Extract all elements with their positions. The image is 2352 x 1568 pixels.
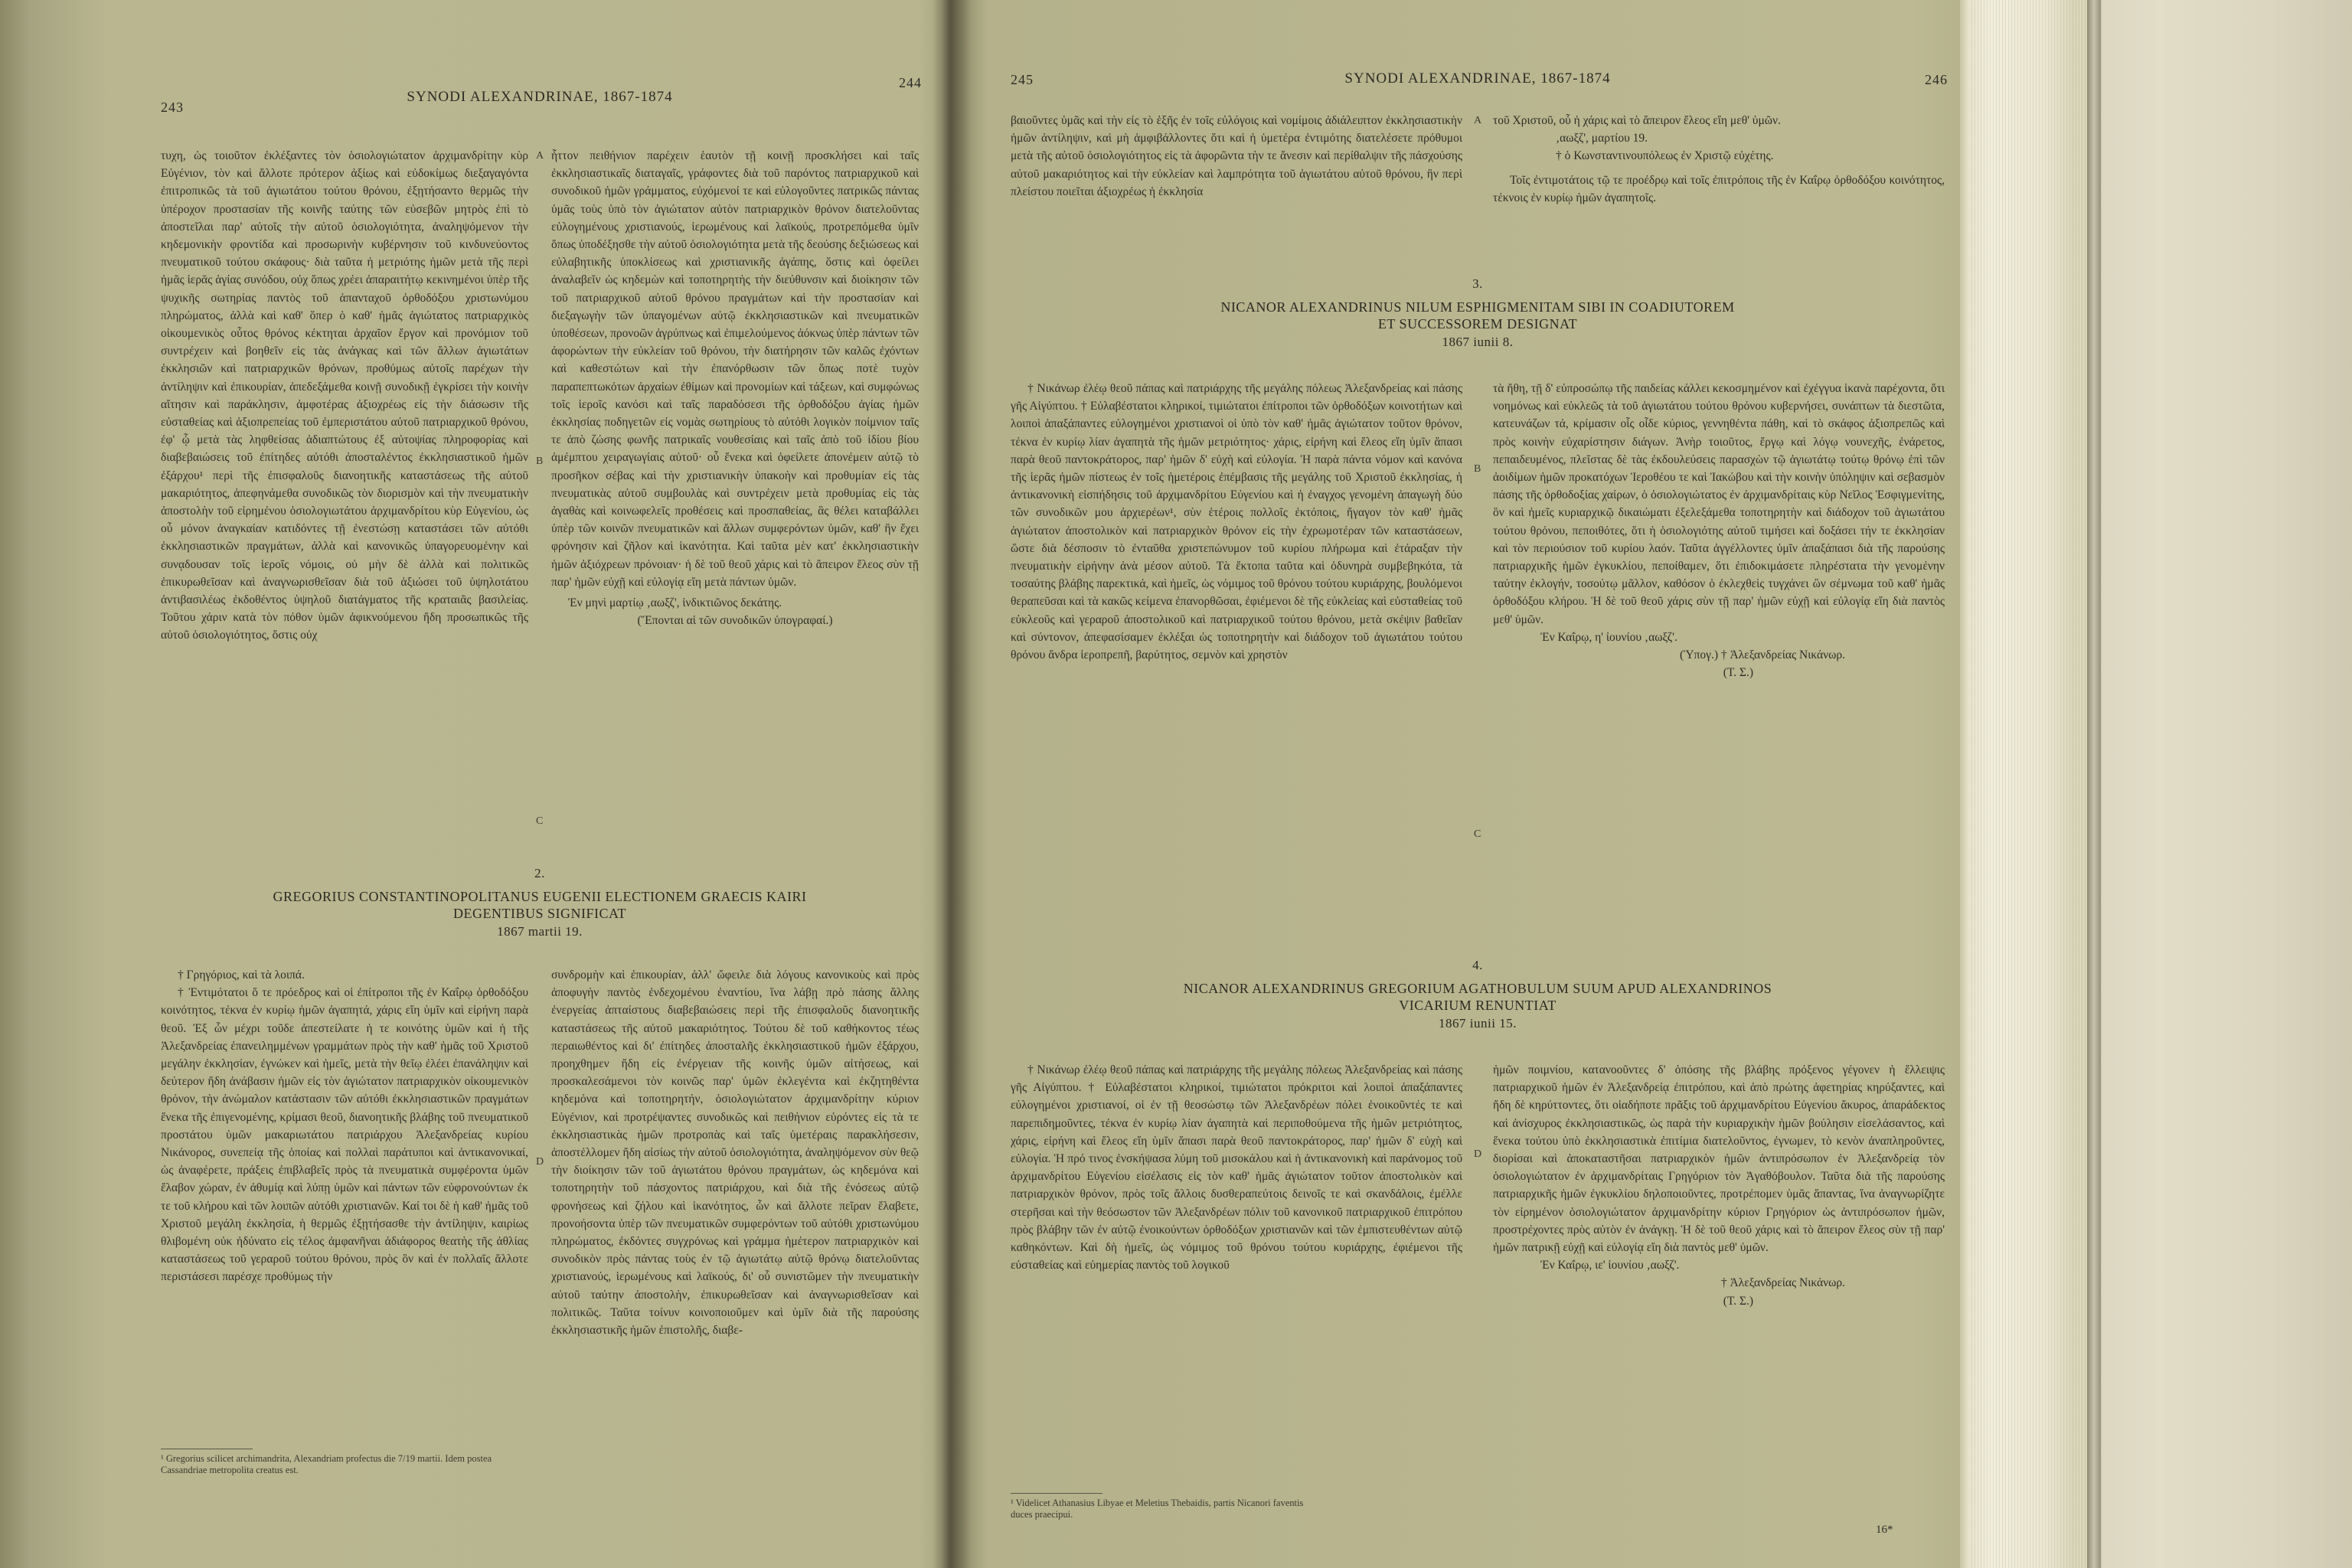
section-title: DEGENTIBUS SIGNIFICAT — [453, 906, 626, 921]
right-page — [1003, 0, 1952, 1568]
section-title: GREGORIUS CONSTANTINOPOLITANUS EUGENII ELECTIONEM GRAECIS KAIRI — [273, 889, 807, 904]
addressee: Τοῖς ἐντιμοτάτοις τῷ τε προέδρῳ καὶ τοῖς ἐπιτρόποις τῆς ἐν Καΐρῳ ὀρθοδόξου κοινότητος, τέκνοις ἐν κυρίῳ ἡμῶν ἀγαπητοῖς. — [1493, 173, 1945, 204]
running-title: SYNODI ALEXANDRINAE, 1867-1874 — [407, 89, 673, 105]
salutation: † Γρηγόριος, καὶ τὰ λοιπά. — [178, 969, 305, 982]
section-number: 3. — [1472, 276, 1483, 291]
left-col2-top — [551, 147, 919, 851]
page-edge-lines — [1971, 0, 2086, 1568]
body-text: † Νικάνωρ ἐλέῳ θεοῦ πάπας καὶ πατριάρχης τῆς μεγάλης πόλεως Ἀλεξανδρείας καὶ πάσης γῆς Αἰγύπτου. † Εὐλαβέστατοι κληρικοί, τιμιώτατοι πρόκριτοι καὶ λοιποὶ ἁπαξάπαντες εὐλογημένοι χριστιανοί, οἱ ἐν τῇ θεοσώστῳ τῶν Ἀλεξανδρέων πόλει ἐνοικοῦντές τε καὶ παρεπιδημοῦντες, τέκνα ἐν κυρίῳ λίαν ἀγαπητὰ καὶ περιποθούμενα τῆς ἡμῶν μετριότητος, χάρις, εἰρήνη καὶ ἔλεος εἴη ὑμῖν ἅπασι παρὰ θεοῦ παντοκράτορος, παρ' ἡμῶν δ' εὐχὴ καὶ εὐλογία. Ἡ πρό τινος ἐνσκήψασα λύμη τοῦ μισοκάλου καὶ ἡ ἀντικανονικὴ καὶ παράνομος τοῦ ἀρχιμανδρίτου Εὐγενίου εἰσέλασις εἰς τὸν καθ' ἡμᾶς ἁγιώτατον τοῦτον ἀποστολικὸν καὶ πατριαρχικὸν θρόνον, πρὸς τοῖς ἄλλοις δυσθεραπεύτοις δεινοῖς τε καὶ σκανδάλοις, ἐμέλλε στερῆσαι καὶ τὴν θεόσωστον τῶν Ἀλεξανδρέων πόλιν τοῦ κανονικοῦ πατριαρχικοῦ ἐπιτρόπου πρὸς βλάβην τῶν ἐν αὐτῷ ἐνοικούντων ὀρθοδόξων χριστιανῶν καὶ τῶν ἐμπιστευθέντων αὐτῷ καθηκόντων. Καὶ δὴ ἡμεῖς, ὡς νόμιμος τοῦ θρόνου τούτου κυριάρχης, ἐφιέμενοι τῆς εὐσταθείας καὶ εὐημερίας παντὸς τοῦ λογικοῦ — [1011, 1063, 1462, 1272]
section-date: 1867 martii 19. — [497, 924, 583, 939]
signatures-note: (Ἕπονται αἱ τῶν συνοδικῶν ὑπογραφαί.) — [637, 614, 833, 628]
margin-letter-c: C — [1474, 828, 1481, 840]
body-text: συνδρομὴν καὶ ἐπικουρίαν, ἀλλ' ὤφειλε διὰ λόγους κανονικοὺς καὶ πρὸς ἀποφυγὴν παντὸς ἐνδεχομένου ἐναντίου, ἵνα λάβῃ πρὸ πάσης ἄλλης ἐνεργείας ἀπταίστους διαβεβαιώσεις περὶ τῆς ἐπισφαλοῦς διανοητικῆς καταστάσεως τῆς αὐτοῦ μακαριότητος. Τούτου δὲ τοῦ καθήκοντος τέως περαιωθέντος καὶ δι' ἐπίτηδες ἀποσταλῆς ἐκκλησιαστικοῦ ἡμῶν ἐξάρχου, προηχθημεν ἤδη εἰς ἐνέργειαν τῆς κοινῆς ὑμῶν αἰτήσεως, καὶ προσκαλεσάμενοι τὸν κοινῶς παρ' ὑμῶν ἐκλεγέντα καὶ ἐκζητηθέντα κηδεμόνα καὶ τοποτηρητήν, ὁσιολογιώτατον ἀρχιμανδρίτην κύριον Εὐγένιον, καὶ προτρέψαντες συνοδικῶς καὶ πειθήνιον εὑρόντες εἰς τὰ τε ἐκκλησιαστικὰς ἡμῶν προτροπὰς καὶ ταῖς ὑμετέραις παρακλήσεσιν, ἀποστέλλομεν ἤδη αἰσίως τὴν αὐτοῦ ὁσιολογιότητα, ἀναληψόμενον σὺν θεῷ τὴν διοίκησιν τῶν τοῦ ἁγιωτάτου θρόνου πραγμάτων, ὡς κηδεμόνα καὶ τοποτηρητὴν τοῦ πάσχοντος πατριάρχου, καὶ διὰ τῆς ἐνόσεως αὐτῷ φρονήσεως καὶ ζήλου καὶ ἱκανότητος, ὧν καὶ ἄλλοτε πεῖραν ἔλαβετε, προνοήσοντα ὑπὲρ τῶν πνευματικῶν συμφερόντων τοῦ αὐτόθι χριστωνύμου πληρώματος, ἐκδόντες συγχρόνως καὶ γράμμα ἡμέτερον πατριαρχικὸν καὶ συνοδικὸν πρὸς πάντας τοὺς ἐν τῷ ἁγιωτάτῳ αὐτῷ θρόνῳ διατελοῦντας χριστιανούς, ἱερωμένους καὶ λαϊκούς, δι' οὗ συνιστῶμεν τὴν πνευματικὴν αὐτοῦ ταύτην ἀποστολὴν, ἐπικυρωθεῖσαν καὶ ἀναγνωρισθεῖσαν καὶ πολιτικῶς. Ταῦτα τοίνυν κοινοποιοῦμεν καὶ ὑμῖν διὰ τῆς παρούσης ἐκκλησιαστικῆς ἡμῶν ἐπιστολῆς, διαβε- — [551, 969, 919, 1338]
signature-line: † ὁ Κωνσταντινουπόλεως ἐν Χριστῷ εὐχέτης. — [1556, 149, 1774, 163]
section-title: VICARIUM RENUNTIAT — [1399, 998, 1557, 1013]
body-text: τὰ ἤθη, τῇ δ' εὐπροσώπῳ τῆς παιδείας κάλλει κεκοσμημένον καὶ ἐχέγγυα ἱκανὰ παρέχοντα, ὅτι νοημόνως καὶ εὐκλεῶς τὰ τοῦ ἁγιωτάτου τούτου θρόνου κυβερνήσει, συνάπτων τὰ διεστῶτα, κατευνάζων τά, κρίμασιν οἷς οἶδε κύριος, γεννηθέντα πάθη, καὶ τὸ σκάφος ἀξιοπρεπῶς καὶ πρὸς κοινὴν εὐχαρίστησιν διάγων. Ἀνὴρ τοιοῦτος, ἔργῳ καὶ λόγῳ νουνεχῆς, ἐνάρετος, πεπαιδευμένος, πλεῖστας δὲ τὰς ἐκδουλεύσεις παρασχὼν τῷ ἁγιωτάτῳ τούτῳ θρόνῳ ἐπὶ τῶν ἀοιδίμων ἡμῶν προκατόχων Ἱεροθέου τε καὶ Ἰακώβου καὶ τὴν κοινὴν ὑπόληψιν καὶ σεβασμὸν πάσης τῆς ὀρθοδοξίας χαίρων, ὁ ὁσιολογιώτατος ἐν ἀρχιμανδρίταις κὺρ Νεῖλος Ἐσφιγμενίτης, ὃν καὶ ἡμεῖς κυριαρχικῷ δικαιώματι ἐξελεξάμεθα τοποτηρητὴν καὶ διάδοχον τοῦ ἁγιωτάτου τούτου θρόνου, πεποιθότες, ὅτι ἡ ὁσιολογιότης αὐτοῦ τιμήσει καὶ δοξάσει τήν τε ἐκκλησίαν καὶ τὸν περιούσιον τοῦ κυρίου λαόν. Ταῦτα ἀγγέλλοντες ὑμῖν ἁπαξάπασι διὰ τῆς παρούσης πατριαρχικῆς ἡμῶν ἐγκυκλίου, πεποίθαμεν, ὅτι ἐπιδοκιμάσετε πληρέστατα τὴν γενομένην ταύτην ἐκλογήν, τοσούτῳ μᾶλλον, καθόσον ὁ ἐκλεχθεὶς τυγχάνει ὢν σέμνωμα τοῦ καθ' ἡμᾶς ὀρθοδόξου κλήρου. Ἡ δὲ τοῦ θεοῦ χάρις σὺν τῇ παρ' ἡμῶν εὐχῇ καὶ εὐλογίᾳ εἴη διὰ παντὸς μεθ' ὑμῶν. — [1493, 382, 1945, 626]
section-title: NICANOR ALEXANDRINUS NILUM ESPHIGMENITAM SIBI IN COADIUTOREM — [1220, 299, 1735, 315]
footnote-rule — [1011, 1493, 1102, 1494]
margin-letter-d: D — [1474, 1148, 1482, 1160]
section-title: ET SUCCESSOREM DESIGNAT — [1377, 316, 1578, 332]
left-footnote: ¹ Gregorius scilicet archimandrita, Alexandriam profectus die 7/19 martii. Idem postea Cassandriae metropolita creatus est. — [161, 1453, 492, 1475]
book-cover-edge — [2087, 0, 2101, 1568]
margin-letter-b: B — [1474, 463, 1481, 475]
section-title: NICANOR ALEXANDRINUS GREGORIUM AGATHOBULUM SUUM APUD ALEXANDRINOS — [1183, 981, 1772, 996]
section-date: 1867 iunii 8. — [1442, 335, 1514, 349]
seal-mark: (Τ. Σ.) — [1723, 1294, 1753, 1308]
right-footnote: ¹ Videlicet Athanasius Libyae et Meletius Thebaidis, partis Nicanori faventis duces praecipui. — [1011, 1498, 1304, 1520]
left-page — [153, 0, 926, 1568]
body-text: † Νικάνωρ ἐλέῳ θεοῦ πάπας καὶ πατριάρχης τῆς μεγάλης πόλεως Ἀλεξανδρείας καὶ πάσης γῆς Αἰγύπτου. † Εὐλαβέστατοι κληρικοί, τιμιώτατοι ἐπίτροποι τῶν ὀρθοδόξων κοινοτήτων καὶ λοιποὶ ἁπαξάπαντες εὐλογημένοι χριστιανοὶ οἱ ὑπὸ τὸν καθ' ἡμᾶς ἁγιώτατον τοῦτον θρόνον, τέκνα ἐν κυρίῳ λίαν ἀγαπητὰ τῆς ἡμῶν μετριότητος· χάρις, εἰρήνη καὶ ἔλεος εἴη ὑμῖν ἅπασι παρὰ θεοῦ παντοκράτορος, παρ' ἡμῶν δ' εὐχὴ καὶ εὐλογία. Ἡ παρὰ πάντα νόμον καὶ κανόνα τῆς ἱερᾶς ἡμῶν πίστεως ἐν τοῖς ἡμετέροις ἐπέμβασις τῆς μεγάλης τοῦ Χριστοῦ ἐκκλησίας, ἡ ἀντικανονικὴ εἰσπήδησις τοῦ ἀρχιμανδρίτου Εὐγενίου καὶ ἡ ἐναγχος γενομένη ἀπαγωγὴ δύο τῶν συνοδικῶν μου ἀρχιερέων¹, σὺν ἑτέροις πολλοῖς ἐκτόποις, ἤγαγον τὸν καθ' ἡμᾶς ἁγιώτατον ἀποστολικὸν καὶ πατριαρχικὸν θρόνον εἰς τὴν ἐχρωμοτέραν τῶν καταστάσεων, ὥστε διὰ δέσποσιν τὸ ἐνταῦθα χριστεπώνυμον τοῦ κυρίου πλήρωμα καὶ ἐτάραξαν τὴν πνευματικὴν εἰρήνην ἀνὰ μέσον αὐτοῦ. Τὰ ἔκτοπα ταῦτα καὶ ὀδυνηρὰ συμβεβηκότα, τὰ τοσαύτης βλάβης παρεκτικά, καὶ ἡμεῖς, ὡς νόμιμος τοῦ θρόνου τούτου κυριάρχης, βουλόμενοι θεραπεῦσαι καὶ τὰ κακῶς κείμενα ἐπανορθῶσαι, ἐφιέμενοι δὲ τῆς εὐκλείας καὶ εὐσταθείας τοῦ εὐκλεοῦς καὶ γεραροῦ ἀποστολικοῦ καὶ πατριαρχικοῦ τούτου θρόνου, μετὰ σκέψιν βαθεῖαν καὶ σύντονον, ἀπεφασίσαμεν ἐκλέξαι ὡς τοποτηρητὴν καὶ διάδοχον τοῦ ἁγιωτάτου τούτου θρόνου ἄνδρα ἱεροπρεπῆ, βαρύτητος, σεμνὸν καὶ χρηστὸν — [1011, 382, 1462, 662]
section-number: 4. — [1472, 958, 1483, 972]
left-col2-bottom — [551, 966, 919, 1494]
left-col1-bottom — [161, 966, 528, 1441]
page-number-246: 246 — [1925, 72, 1948, 87]
sec4-col1 — [1011, 1061, 1462, 1459]
margin-letter-c: C — [536, 815, 544, 827]
body-text: ἡμῶν ποιμνίου, κατανοοῦντες δ' ὁπόσης τῆς βλάβης πρόξενος γέγονεν ἡ ἔλλειψις πατριαρχικοῦ ἡμῶν ἐν Ἀλεξανδρείᾳ ἐπιτρόπου, καὶ ἀπὸ πρώτης ἀφετηρίας κηρύξαντες, καὶ ἤδη δὲ κηρύττοντες, ὅτι οἱαδήποτε πρᾶξις τοῦ ἀρχιμανδρίτου Εὐγενίου ἄκυρος, ἀπαράδεκτος καὶ ἀνίσχυρος ἐκκλησιαστικῶς, ὡς παρὰ τὴν κυριαρχικὴν ἡμῶν βούλησιν εἰσελάσαντος, καὶ ἕνεκα τούτου ὑπὸ ἐκκλησιαστικὰ ἐπιτίμια διατελοῦντος, ἐγνωμεν, τὸ κενὸν ἀναπληροῦντες, διορίσαι καὶ ἀποκαταστῆσαι πατριαρχικὸν ἡμῶν ἀντιπρόσωπον ἐν Ἀλεξανδρείᾳ τὸν ὁσιολογιώτατον ἐν ἀρχιμανδρίταις Γρηγόριον τὸν Ἀγαθόβουλον. Ταῦτα διὰ τῆς παρούσης πατριαρχικῆς ἡμῶν ἐγκυκλίου δηλοποιοῦντες, προτρέπομεν ὑμᾶς ἅπαντας, ἵνα ἀναγνωρίζητε τὸν εἰρημένον ὁσιολογιώτατον ἀρχιμανδρίτην κύριον Γρηγόριον ὡς ἀντιπρόσωπον ἡμῶν, προστρέχοντες πρὸς αὐτὸν ἐν ἀνάγκῃ. Ἡ δὲ τοῦ θεοῦ χάρις καὶ τὸ ἄπειρον ἔλεος σὺν τῇ παρ' ἡμῶν πατρικῇ εὐχῇ καὶ εὐλογίᾳ εἴη διὰ παντὸς μεθ' ὑμῶν. — [1493, 1063, 1945, 1255]
book-spine — [933, 0, 971, 1568]
margin-letter-a: A — [1474, 115, 1482, 126]
page-number-243: 243 — [161, 100, 184, 115]
page-number-244: 244 — [899, 75, 922, 90]
body-text: τυχη, ὡς τοιοῦτον ἐκλέξαντες τὸν ὁσιολογιώτατον ἀρχιμανδρίτην κὺρ Εὐγένιον, τὸν καὶ ἄλλοτε πρότερον ἀξίως καὶ εὐδοκίμως διεξαγαγόντα ἐπιτροπικῶς τὰ τοῦ ἁγιωτάτου τούτου θρόνου, ἐξῃτήσαντο θερμῶς τὴν ὑπέροχον προστασίαν τῆς κοινῆς ταύτης τῶν εὐσεβῶν μητρὸς ἐπὶ τὸ ἀποστεῖλαι παρ' αὐτοῖς τὴν αὐτοῦ ὁσιολογιότητα, ἀναληψόμενον τὴν κηδεμονικὴν φροντίδα καὶ προσωρινὴν κυβέρνησιν τοῦ κινδυνεύοντος πνευματικοῦ τούτου σκάφους· διὰ ταῦτα ἡ μετριότης ἡμῶν μετὰ τῆς περὶ ἡμᾶς ἱερᾶς ἁγίας συνόδου, οὐχ ὅπως χρέει ἀπαραιτήτῳ κεκινημένοι ὑπὲρ τῆς ψυχικῆς σωτηρίας παντὸς τοῦ ἁπανταχοῦ ὀρθοδόξου χριστωνύμου πληρώματος, ἀλλὰ καὶ καθ' ὅπερ ὁ καθ' ἡμᾶς ἁγιώτατος πατριαρχικὸς οἰκουμενικὸς οὗτος θρόνος κέκτηται ἀρχαῖον ἔργον καὶ προνόμιον τοῦ συντρέχειν καὶ βοηθεῖν εἰς τὰς ἀνάγκας καὶ τῶν ἄλλων ἁγιωτάτων ἐκκλησιῶν καὶ πατριαρχικῶν θρόνων, προθύμως αὐτοῖς παρέχων τὴν ἀντίληψιν καὶ ἐπικουρίαν, ἀπεδεξάμεθα κοινῇ συνοδικῇ ἐγκρίσει τὴν κοινὴν αἴτησιν καὶ παράκλησιν, ἀμφοτέρας ἀξιοχρέως εἰς τὴν διάσωσιν τῆς εὐσταθείας καὶ ἀξιοπρεπείας τοῦ ἐμπεριστάτου αὐτοῦ πατριαρχικοῦ θρόνου, ἐφ' ᾧ μετὰ τὰς ληφθείσας ἀδιαπτώτους ἐξ αὐτοψίας πληροφορίας καὶ διαβεβαιώσεις τοῦ ἐπίτηδες αὐτόθι ἀποσταλέντος ἐκκλησιαστικοῦ ἡμῶν ἐξάρχου¹ περὶ τῆς ἐπισφαλοῦς διανοητικῆς καταστάσεως τῆς αὐτοῦ μακαριότητος, ἀπεφηνάμεθα συνοδικῶς τὸν διορισμὸν καὶ τὴν πνευματικὴν ἀποστολὴν τοῦ εἰρημένου ὁσιολογιωτάτου ἀρχιμανδρίτου κὺρ Εὐγενίου, ὡς οὗ μόνον ἀναγκαίαν κατιδόντες τῇ ἐνεστώσῃ καταστάσει τῶν αὐτόθι ἐκκλησιαστικῶν πραγμάτων, ἀλλὰ καὶ κανονικῶς ὑπαγορευομένην καὶ συνᾳδουσαν τοῖς ἱεροῖς νόμοις, οὐ μὴν δὲ ἀλλὰ καὶ πολιτικῶς ἐπικυρωθεῖσαν καὶ ἀναγνωρισθεῖσαν διὰ τοῦ ἀξιώσει τοῦ ὑψηλοτάτου ἀντιβασιλέως ἐκδοθέντος ὑψηλοῦ διατάγματος τῆς κραταιᾶς βασιλείας. Τοῦτου χάριν κατὰ τὸν πόθον ὑμῶν ἀφικνούμενου ἤδη προσωπικῶς τῆς αὐτοῦ ὁσιολογιότητος, ὅστις οὐχ — [161, 149, 528, 642]
sec4-col2 — [1493, 1061, 1945, 1521]
date-line: ‚αωξζ', μαρτίου 19. — [1556, 132, 1648, 145]
signature-line: † Ἀλεξανδρείας Νικάνωρ. — [1720, 1276, 1845, 1290]
section-3-heading — [1003, 276, 1952, 351]
date-line: Ἐν Καΐρῳ, ιε' ἰουνίου ‚αωξζ'. — [1540, 1259, 1680, 1272]
right-col2-top — [1493, 112, 1945, 257]
section-date: 1867 iunii 15. — [1439, 1016, 1517, 1031]
right-running-header — [1003, 63, 1952, 93]
left-col1-top — [161, 147, 528, 851]
sec3-col1 — [1011, 380, 1462, 931]
date-line: Ἐν μηνὶ μαρτίῳ ‚αωξζ', ἰνδικτιῶνος δεκάτης. — [568, 596, 782, 610]
seal-mark: (Τ. Σ.) — [1723, 666, 1753, 680]
signature-mark: 16* — [1876, 1524, 1893, 1536]
page-number-245: 245 — [1011, 72, 1034, 87]
body-text: βαιοῦντες ὑμᾶς καὶ τὴν εἰς τὸ ἑξῆς ἐν τοῖς εὐλόγοις καὶ νομίμοις ἀδιάλειπτον ἐκκλησιαστικὴν ἡμῶν ἀντίληψιν, καὶ μὴ ἀμφιβάλλοντες ὅτι καὶ ἡ ὑμετέρα ἐντιμότης διατελέσετε πρόθυμοι μετὰ τῆς αὐτοῦ ὁσιολογιότητος εἰς τὰ ἀφορῶντα τὴν τε ἄνεσιν καὶ περίθαλψιν τῆς πάσχούσης αὐτοῦ μακαριότητος καὶ τὴν εὐκλείαν καὶ λαμπρότητα τοῦ ἁγιωτάτου αὐτοῦ θρόνου, ἣν περὶ πλείστου ποιεῖται ἀξιοχρέως ἡ ἐκκλησία — [1011, 114, 1462, 198]
margin-letter-a: A — [536, 150, 544, 162]
margin-letter-b: B — [536, 456, 544, 467]
signature-line: (Ὑπογ.) † Ἀλεξανδρείας Νικάνωρ. — [1680, 648, 1845, 662]
right-col1-top — [1011, 112, 1462, 234]
section-number: 2. — [534, 866, 545, 880]
sec3-col2 — [1493, 380, 1945, 931]
running-title: SYNODI ALEXANDRINAE, 1867-1874 — [1344, 70, 1611, 87]
left-running-header — [153, 75, 926, 115]
body-text: † Ἐντιμότατοι ὅ τε πρόεδρος καὶ οἱ ἐπίτροποι τῆς ἐν Καΐρῳ ὀρθοδόξου κοινότητος, τέκνα ἐν κυρίῳ ἡμῶν ἀγαπητά, χάρις εἴη ὑμῖν καὶ εἰρήνη παρὰ θεοῦ. Ἐξ ὧν μέχρι τοῦδε ἀπεστείλατε ἡ τε κοινότης ὑμῶν καὶ ἡ τῆς Ἀλεξανδρείας ἐπανειλημμένων γραμμάτων πρὸς τὴν καθ' ἡμᾶς τοῦ Χριστοῦ μεγάλην ἐκκλησίαν, ἐγνώκεν καὶ ἡμεῖς, μετὰ τὴν θεῖῳ ἐλέει ἐπανάληψιν καὶ δεύτερον ἤδη ἀνάβασιν ἡμῶν εἰς τὸν ἁγιώτατον πατριαρχικὸν οἰκουμενικὸν θρόνον, τὴν ἀνώμαλον κατάστασιν τῶν αὐτόθι ἐκκλησιαστικῶν πραγμάτων ἕνεκα τῆς ἐπιγενομένης, κρίμασι θεοῦ, διανοητικῆς βλάβης τοῦ πνευματικοῦ προστάτου ὑμῶν μακαριωτάτου πατριάρχου Ἀλεξανδρείας κυρίου Νικάνορος, συνεπείᾳ τῆς ὁποίας καὶ πολλαὶ παράτυποι καὶ ἀντικανονικαί, ὡς ἀναφέρετε, πράξεις ἐπιβλαβεῖς πρὸς τὰ πνευματικὰ συμφέροντα ὑμῶν ἔλαβον χώραν, ἐν ἀθυμίᾳ καὶ λύπῃ ὑμῶν καὶ πάντων τῶν εὐφρονούντων ἐκ τε τοῦ κλήρου καὶ τῶν λοιπῶν αὐτόθι χριστιανῶν. Καί τοι δὲ ἡ καθ' ἡμᾶς τοῦ Χριστοῦ μεγάλη ἐκκλησία, ἡ θερμῶς ἐξῃτήσασθε τὴν ἀντίληψιν, καιρίως θλιβομένη οὐκ ἠδύνατο εἰς τέλος ἀμφανῆναι ἀδιάφορος θεατὴς τῆς ἀθλίας καταστάσεως τοῦ γεραροῦ τούτου θρόνου, πρὸς ὃν καὶ ἐν πολλαῖς ἄλλοτε περιστάσεσι παρέσχε προθύμως τὴν — [161, 986, 528, 1284]
margin-letter-d: D — [536, 1156, 544, 1168]
body-text: τοῦ Χριστοῦ, οὗ ἡ χάρις καὶ τὸ ἄπειρον ἔλεος εἴη μεθ' ὑμῶν. — [1493, 114, 1781, 127]
section-2-heading — [153, 865, 926, 940]
body-text: ἧττον πειθήνιον παρέχειν ἑαυτὸν τῇ κοινῇ προσκλήσει καὶ ταῖς ἐκκλησιαστικαῖς διαταγαῖς, γράφοντες διὰ τοῦ παρόντος πατριαρχικοῦ καὶ συνοδικοῦ ἡμῶν γράμματος, εὐχόμενοί τε καὶ εὐλογοῦντες πατρικῶς πάντας ὑμᾶς τοὺς ὑπὸ τὸν ἁγιώτατον αὐτὸν πατριαρχικὸν θρόνον διατελοῦντας εὐλογημένους χριστιανούς, ἱερωμένους καὶ λαϊκούς, προτρεπόμεθα ὑμῖν ὅπως ὑποδέξησθε τὴν αὐτοῦ ὁσιολογιότητα μετὰ τῆς δεούσης δεξιώσεως καὶ εὐλαβητικῆς ὑποκλίσεως καὶ χριστιανικῆς ἀγάπης, ὅστις καὶ ὀφείλει ἀναλαβεῖν ὡς κηδεμὼν καὶ τοποτηρητὴς τὴν διεύθυνσιν καὶ διοίκησιν τῶν τοῦ πατριαρχικοῦ αὐτοῦ θρόνου πραγμάτων καὶ τὴν προστασίαν καὶ διεξαγωγὴν τῶν ὑπαγομένων αὐτῷ ἐκκλησιαστικῶν καὶ πνευματικῶν ὑποθέσεων, προνοῶν ἀγρύπνως καὶ ἐπιμελούμενος ἀόκνως ὑπὲρ πάντων τῶν ἀφορώντων τὴν εὐκλείαν τοῦ θρόνου, τὴν διατήρησιν τῶν καλῶς ἐχόντων καὶ καθεστώτων καὶ τὴν ἐπανόρθωσιν τῶν ὅπως ποτὲ τυχὸν παραπεπτωκότων ἀρχαίων ἐθίμων καὶ προνομίων καὶ τάξεων, καὶ συμφώνως τοῖς ἱεροῖς κανόσι καὶ ταῖς παραδόσεσι τῆς ὀρθοδόξου ἁγίας ἡμῶν ἐκκλησίας ποδηγετῶν εἰς νομὰς σωτηρίους τὸ αὐτόθι λογικὸν ποίμνιον ταῖς τε ἀπὸ ζώσης φωνῆς πατρικαῖς νουθεσίαις καὶ ταῖς ἀπὸ τοῦ ἰδίου βίου ἀμέμπτου χειραγωγίαις αὐτοῦ· οὗ ἕνεκα καὶ ὀφείλετε ἀπονέμειν αὐτῷ τὸ προσῆκον σέβας καὶ τὴν χριστιανικὴν ὑπακοὴν καὶ προθυμίαν εἰς τὰς πνευματικὰς αὐτοῦ συμβουλὰς καὶ συντρέχειν μετὰ προθυμίας εἰς τὰς ἀγαθὰς καὶ κοινωφελεῖς προθέσεις καὶ προσπαθείας, ἃς θέλει καταβάλλει ὑπὲρ τῶν κοινῶν πνευματικῶν καὶ ἄλλων συμφερόντων ὑμῶν, καθ' ἣν ἔχει φρόνησιν καὶ ζῆλον καὶ ἱκανότητα. Καὶ ταῦτα μὲν κατ' ἐκκλησιαστικὴν ἡμῶν ἀξιόχρεων πρόνοιαν· ἡ δὲ τοῦ θεοῦ χάρις καὶ τὸ ἄπειρον ἔλεος σὺν τῇ παρ' ἡμῶν εὐχῇ καὶ εὐλογίᾳ εἴη μετὰ πάντων ὑμῶν. — [551, 149, 919, 589]
date-line: Ἐν Καΐρῳ, η' ἰουνίου ‚αωξζ'. — [1540, 630, 1677, 644]
section-4-heading — [1003, 957, 1952, 1032]
